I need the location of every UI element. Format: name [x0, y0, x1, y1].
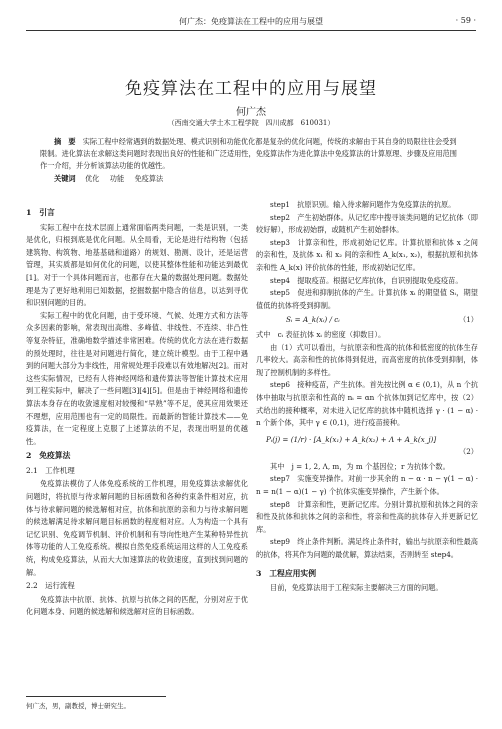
subsection-heading: 2.1 工作机理 [26, 465, 75, 475]
abstract [40, 136, 462, 172]
keywords [54, 174, 171, 184]
section-heading: 1 引言 [26, 208, 55, 217]
abstract-text: 实际工程中经常遇到的数据处理、模式识别和功能优化都是复杂的优化问题，传统的求解由于其自身的局限往往会受到限制。进化算法在求解这类问题时表现出良好的性能和广泛适用性，免疫算法作为进化算法中免疫算法的计算原理、步骤及应用范围作一介绍，并分析该算法功能的优越性。 [40, 137, 457, 170]
step-paragraph: step9 终止条件判断。满足终止条件时，输出与抗原亲和性最高的抗体，将其作为问题的最优解，算法结束，否则转至 step4。 [256, 537, 478, 560]
section-heading: 3 工程应用实例 [256, 568, 317, 578]
keywords-label: 关键词 [54, 174, 76, 183]
keyword: 优化 [85, 174, 100, 183]
equation-number: （2） [459, 447, 478, 457]
paragraph: 免疫算法模仿了人体免疫系统的工作机理，用免疫算法求解优化问题时，将抗原与待求解问题的目标函数和各种约束条件相对应，抗体与待求解问题的候选解相对应，抗体和抗原的亲和力与待求解问题的候选解满足待求解问题目标函数的程度相对应。人为构造一个具有记忆识别、免疫调节机制、评价机制和有导向性地产生某种特异性抗体等功能的人工免疫系统。模拟自然免疫系统运用这样的人工免疫系统，构成免疫算法，从而大大加速算法的收敛速度，直到找到问题的解。 [26, 479, 248, 577]
affiliation: （西南交通大学土木工程学院 四川成都 610031） [167, 119, 335, 127]
paragraph: 式中 cᵢ 表征抗体 xᵢ 的密度（抑数目）。 [256, 329, 386, 339]
equation-2 [266, 434, 478, 459]
paragraph: 实际工程中的优化问题，由于受环境、气候、处理方式和方法等众多因素的影响，常表现出高维、多峰值、非线性、不连续、非凸性等复杂特征，准确地数学描述非常困难。传统的优化方法在进行数据的预处理时，往往是对问题进行简化，建立统计模型。由于工程中遇到的问题大部分为非线性，用常规处理手段难以有效地解决[2]。而对这些实际情况，已经有人将神经网络和遗传算法等智能计算技术应用到工程实际中，解决了一些问题[3][4][5]。但是由于神经网络和遗传算法本身存在的收敛速度相对较慢和“早熟”等不足，使其应用效果还不理想，应用范围也有一定的局限性。而最新的智能计算技术——免疫算法，在一定程度上克服了上述算法的不足，表现出明显的优越性。 [26, 310, 248, 446]
step-paragraph: step4 提取疫苗。根据记忆库抗体，自识别提取免疫疫苗。 [270, 275, 463, 285]
keyword: 功能 [109, 174, 125, 183]
section-heading: 2 免疫算法 [26, 451, 71, 461]
author: 何广杰 [236, 107, 266, 118]
step-paragraph: step8 计算亲和性，更新记忆库。分别计算抗原和抗体之间的亲和性及抗体和抗体之间的亲和性，将亲和性高的抗体存入并更新记忆库。 [256, 499, 478, 534]
step-paragraph: step5 促进和抑制抗体的产生。计算抗体 xᵢ 的期望值 Sᵢ，期望值低的抗体将受到抑制。 [256, 288, 478, 310]
step-paragraph: step2 产生初始群体。从记忆库中搜寻该类问题的记忆抗体（即较好解），形成初始群，或随机产生初始群体。 [256, 212, 478, 235]
page-number: · 59 · [455, 16, 476, 25]
equation-body: Sᵢ = A_k(xᵢ) / cᵢ [286, 315, 340, 325]
right-column [256, 199, 478, 595]
equation-1 [256, 314, 478, 327]
subsection-heading: 2.2 运行流程 [26, 581, 75, 591]
paragraph: 目前，免疫算法用于工程实际主要解决三方面的问题。 [270, 583, 443, 593]
paragraph: 其中 j = 1, 2, Λ, m，为 m 个基因位；r 为抗体个数。 [270, 461, 450, 471]
step-paragraph: step7 实施变异操作。对前一步其余的 n − α · n − γ(1 − α) · n = n(1 − α)(1 − γ) 个抗体实施变异操作，产生新个体。 [256, 474, 478, 497]
footnote: 何广杰，男，副教授，博士研究生。 [26, 696, 166, 710]
step-paragraph: step3 计算亲和性，形成初始记忆库。计算抗原和抗体 x 之间的亲和性，及抗体 x₁ 和 x₂ 间的亲和性 A_k(x₁, x₂)，根据抗原和抗体亲和性 A_k(x) 评价抗体的性能，形成初始记忆库。 [256, 237, 478, 272]
paper-title: 免疫算法在工程中的应用与展望 [125, 79, 377, 99]
paragraph: 实际工程中在技术层面上通常面临两类问题，一类是识别，一类是优化，归根到底是优化问题。从全局看，无论是进行结构物（包括建筑物、构筑物、地基基础和道路）的规划、勘测、设计，还是运营管理，其实质都是如何优化的问题，以使其整体性能和功能达到最优[1]。对于一个具体问题而言，也都存在大量的数据处理问题。数据处理是为了更好地利用已知数据，挖掘数据中隐含的信息，以达到寻优和识别问题的目的。 [26, 222, 248, 308]
equation-body: Pᵢ(j) = (1/r) · [A_k(x₁) + A_k(x₂) + Λ + A_k(x_j)] [266, 434, 437, 444]
step-paragraph: step6 接种疫苗，产生抗体。首先按比例 α ∈ (0,1)，从 n 个抗体中抽取与抗原亲和性高的 nᵢ = αn 个抗体加到记忆库中，按（2）式给出的接种概率，对未进入记忆库的抗体中随机选择 γ · (1 − α) · n 个新个体，其中 γ ∈ (0,1)，进行疫苗接种。 [256, 380, 478, 428]
running-title: 何广杰：免疫算法在工程中的应用与展望 [179, 17, 323, 26]
paragraph: 由（1）式可以看出，与抗原亲和性高的抗体和低密度的抗体生存几率较大。高亲和性的抗体得到促进，而高密度的抗体受到抑制，体现了控制机制的多样性。 [256, 342, 478, 377]
equation-number: （1） [459, 315, 478, 325]
step-paragraph: step1 抗原识别。输入待求解问题作为免疫算法的抗原。 [270, 200, 456, 209]
abstract-label: 摘 要 [54, 137, 76, 146]
keyword: 免疫算法 [134, 174, 164, 183]
paragraph: 免疫算法中抗原、抗体、抗原与抗体之间的匹配，分别对应于优化问题本身、问题的候选解和候选解对应的目标函数。 [26, 594, 248, 617]
running-header [26, 14, 476, 31]
left-column [26, 205, 248, 619]
